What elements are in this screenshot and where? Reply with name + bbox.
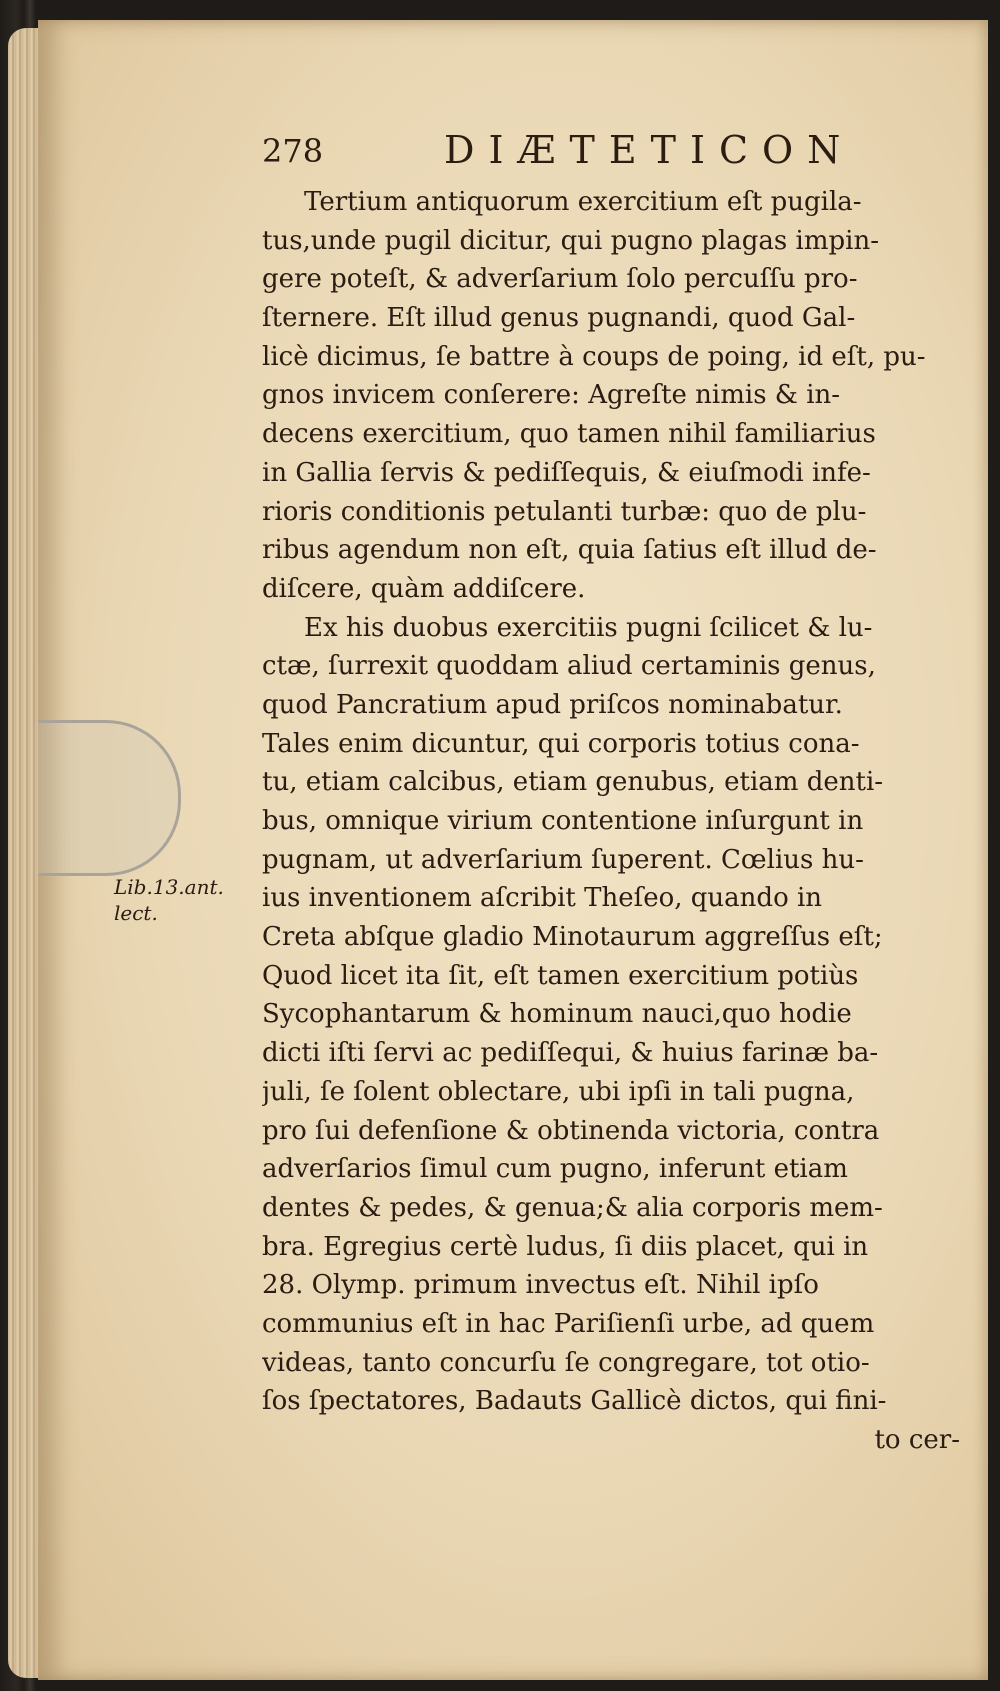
text-line: licè dicimus, ſe battre à coups de poing, id eſt, pu- [262, 341, 926, 372]
text-line: dentes & pedes, & genua;& alia corporis mem- [262, 1192, 883, 1223]
text-line: rioris conditionis petulanti turbæ: quo de plu- [262, 496, 867, 527]
text-line: bra. Egregius certè ludus, ſi diis placet, qui in [262, 1231, 869, 1262]
catchword: to cer- [874, 1425, 960, 1455]
text-line: quod Pancratium apud priſcos nominabatur. [262, 689, 843, 720]
text-line: Sycophantarum & hominum nauci,quo hodie [262, 999, 852, 1030]
page-clip [38, 720, 181, 876]
margin-note-line: Lib.13.ant. [114, 875, 224, 899]
page-header [262, 128, 855, 172]
text-line: juli, ſe ſolent oblectare, ubi ipſi in tali pugna, [262, 1076, 855, 1107]
text-line: decens exercitium, quo tamen nihil familiarius [262, 419, 876, 450]
text-line: Tertium antiquorum exercitium eſt pugila- [304, 187, 862, 217]
text-line: pro ſui defenſione & obtinenda victoria, contra [262, 1115, 880, 1146]
text-line: bus, omnique virium contentione inſurgunt in [262, 806, 864, 836]
text-line: Ex his duobus exercitiis pugni ſcilicet & lu- [304, 612, 873, 643]
text-line: ius inventionem aſcribit Theſeo, quando in [262, 883, 823, 914]
text-line: tu, etiam calcibus, etiam genubus, etiam denti- [262, 767, 884, 798]
text-line: Creta abſque gladio Minotaurum aggreſſus eſt; [262, 922, 883, 953]
text-line: tus,unde pugil dicitur, qui pugno plagas impin- [262, 225, 879, 256]
text-line: adverſarios ſimul cum pugno, inferunt etiam [262, 1154, 848, 1185]
text-line: Tales enim dicuntur, qui corporis totius cona- [262, 728, 860, 759]
page-number: 278 [262, 132, 324, 170]
body-text [262, 183, 990, 1460]
margin-note-line: lect. [114, 901, 158, 925]
text-line: in Gallia ſervis & pediſſequis, & eiuſmodi infe- [262, 457, 871, 488]
margin-note [114, 874, 224, 926]
text-line: ſternere. Eſt illud genus pugnandi, quod Gal- [262, 303, 856, 334]
text-line: gnos invicem conſerere: Agreſte nimis & in- [262, 380, 841, 411]
text-line: gere poteſt, & adverſarium ſolo percuſſu pro- [262, 264, 858, 295]
text-line: Quod licet ita ſit, eſt tamen exercitium potiùs [262, 960, 859, 991]
text-line: ſos ſpectatores, Badauts Gallicè dictos, qui fini- [262, 1386, 887, 1417]
running-title: DIÆTETICON [444, 128, 855, 172]
text-line: ribus agendum non eſt, quia ſatius eſt illud de- [262, 535, 877, 566]
text-line: 28. Olymp. primum invectus eſt. Nihil ipſo [262, 1270, 819, 1301]
text-line: pugnam, ut adverſarium ſuperent. Cœlius hu- [262, 844, 864, 875]
text-line: communius eſt in hac Pariſienſi urbe, ad quem [262, 1308, 875, 1339]
text-line: diſcere, quàm addiſcere. [262, 573, 586, 604]
text-line: ctæ, ſurrexit quoddam aliud certaminis genus, [262, 651, 876, 682]
text-line: dicti iſti ſervi ac pediſſequi, & huius farinæ ba- [262, 1038, 879, 1069]
text-line: videas, tanto concurſu ſe congregare, tot otio- [262, 1347, 870, 1378]
